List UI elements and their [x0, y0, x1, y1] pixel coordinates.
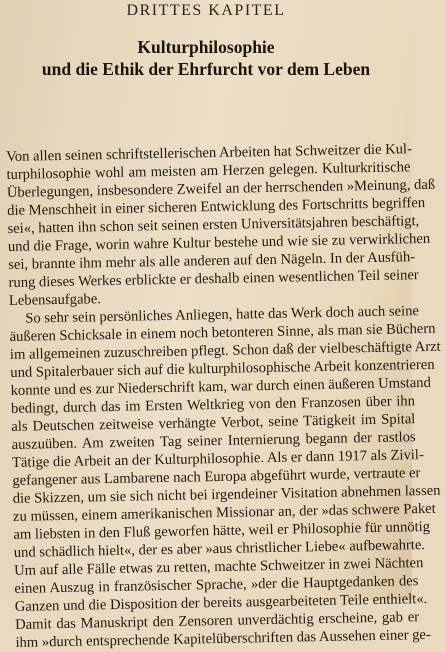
text-line: auszuüben. Am zweiten Tag seiner Internierung begann der rastlos — [11, 429, 416, 453]
text-line: die Skizzen, um sie sich nicht bei irgendeiner Visitation abnehmen lassen — [12, 482, 441, 507]
text-line: sei«, hatten ihn schon seit seinen ersten Universitätsjahren beschäftigt, — [7, 213, 420, 237]
text-line: und Spitalerbauer sich auf die kulturphilosophische Arbeit konzentrieren — [10, 356, 435, 381]
text-line: und schädlich hielt«, der es aber »aus christlicher Liebe« aufbewahrte. — [13, 537, 426, 561]
chapter-title — [0, 36, 412, 80]
text-line: Ganzen und die Disposition der bereits ausgearbeiteten Teile enthielt«. — [14, 590, 428, 615]
text-line: Damit das Manuskript den Zensoren unverdächtig erscheine, gab er — [15, 609, 420, 633]
text-line: So sehr sein persönliches Anliegen, hatte das Werk doch auch seine — [25, 303, 420, 327]
chapter-title-line-1: Kulturphilosophie — [137, 37, 275, 57]
chapter-title-line-2: und die Ethik der Ehrfurcht vor dem Leben — [41, 59, 371, 79]
text-line: am liebsten in den Fluß geworfen hätte, weil er Philosophie für unnötig — [13, 518, 431, 543]
chapter-heading: DRITTES KAPITEL — [126, 2, 286, 19]
text-line: im allgemeinen zuzuschreiben pflegt. Schon daß der vielbeschäftigte Arzt — [9, 338, 441, 363]
text-line: und die Frage, worin wahre Kultur bestehe und wie sie zu verwirklichen — [7, 230, 431, 255]
paragraph — [9, 302, 441, 652]
text-line: Überlegungen, insbesondere Zweifel an der herrschenden »Meinung, daß — [6, 176, 436, 201]
text-line: Von allen seinen schriftstellerischen Arbeiten hat Schweitzer die Kul- — [6, 141, 413, 165]
text-line: bedingt, durch das im Ersten Weltkrieg von den Franzosen über ihn — [10, 393, 416, 417]
text-line: einen Auszug in französischer Sprache, »der die Hauptgedanken des — [14, 573, 419, 597]
text-line: ihm »durch entsprechende Kapitelüberschriften das Aussehen einer ge- — [15, 626, 431, 651]
text-line: als Deutschen zeitweise verhängte Verbot, seine Tätigkeit im Spital — [11, 411, 416, 435]
text-line: Lebensaufgabe. — [8, 291, 102, 309]
text-line: konnte und es zur Niederschrift kam, war durch einen äußeren Umstand — [10, 374, 431, 399]
paragraph — [6, 140, 436, 310]
text-line: sei, brannte ihm mehr als alle anderen auf den Nägeln. In der Ausfüh- — [8, 249, 416, 273]
text-line: Um auf alle Fälle etwas zu retten, machte Schweitzer in zwei Nächten — [13, 555, 424, 579]
text-line: zu müssen, einem amerikanischen Missionar an, der »das schwere Paket — [12, 500, 436, 525]
text-line: Tätige die Arbeit an der Kulturphilosophie. Als er dann 1917 als Zivil- — [11, 447, 424, 471]
text-line: turphilosophie wohl am meisten am Herzen gelegen. Kulturkritische — [6, 159, 411, 183]
text-line: die Menschheit in einer sicheren Entwicklung des Fortschritts begriffen — [7, 194, 426, 219]
text-line: rung dieses Werkes erblickte er deshalb einen wesentlichen Teil seiner — [8, 267, 419, 291]
text-line: äußeren Schicksale in einem noch betonteren Sinne, als man sie Büchern — [9, 320, 436, 345]
body-text — [6, 140, 441, 652]
text-line: gefangener aus Lambarene nach Europa abgeführt wurde, vertraute er — [12, 465, 421, 489]
